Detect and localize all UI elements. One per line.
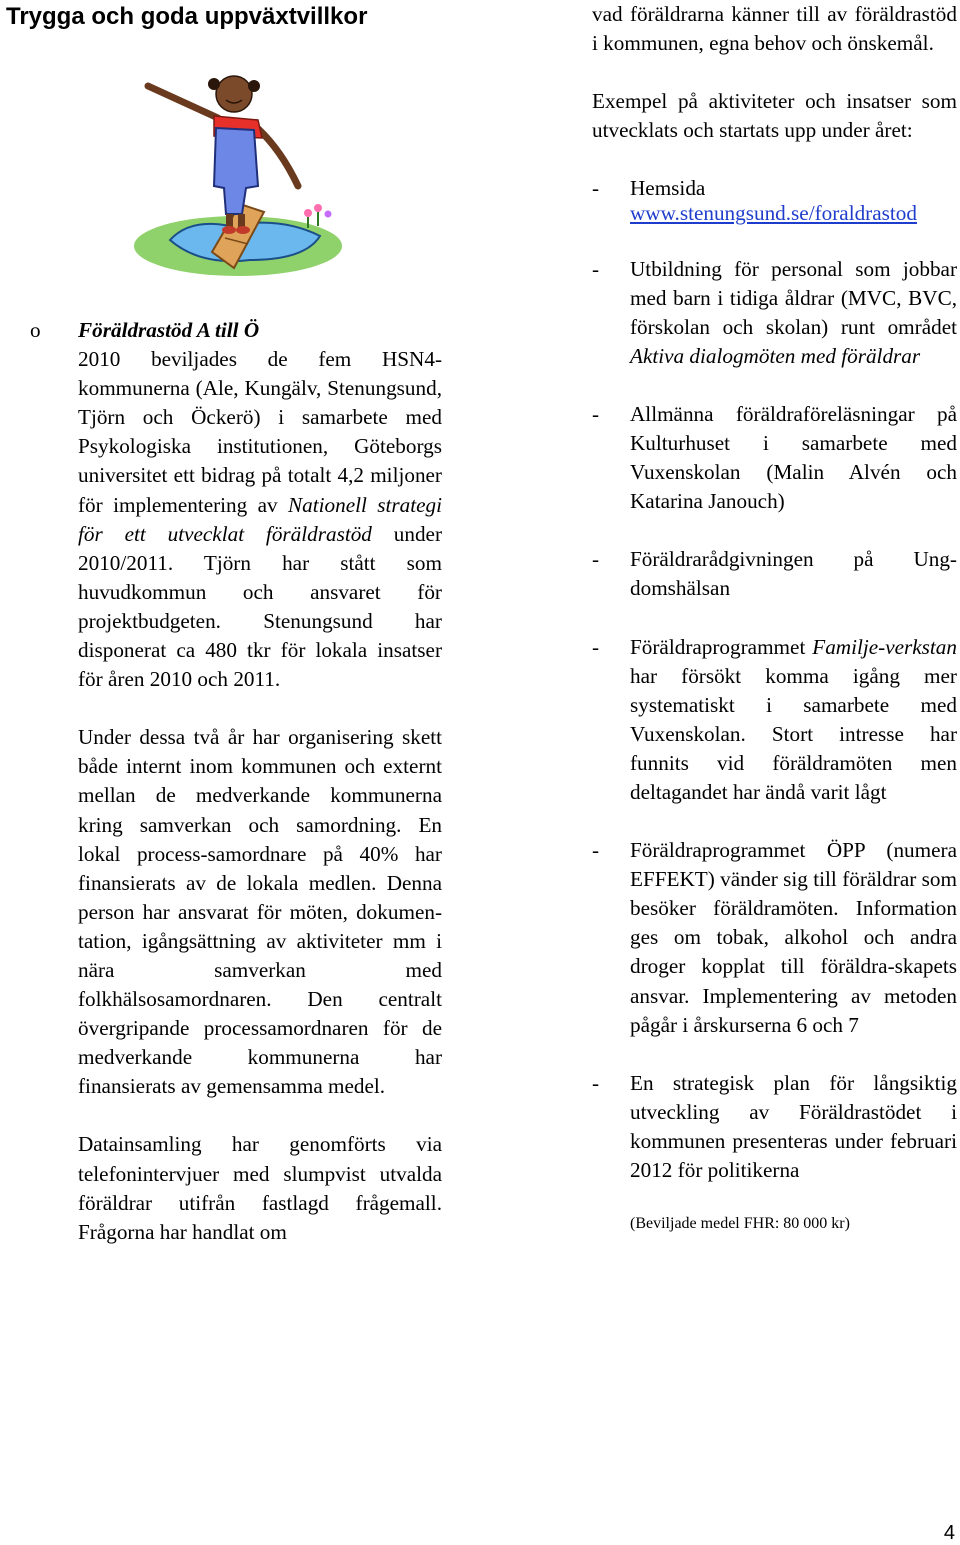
intro-text: vad föräldrarna känner till av föräldrastöd i kommunen, egna behov och önskemål.: [592, 2, 957, 56]
dash-marker: -: [592, 634, 600, 659]
paragraph-2: Under dessa två år har organisering skett både internt inom kommunen och externt mellan de medverkande kommunerna kring samverkan och samordning. En lokal process-samordnare på 40% har finansierats av de lokala medlen. Denna person har ansvarat för möten, dokumen-tation, igångsättning av aktiviteter mm i nära samverkan med folkhälsosamordnaren. Den centralt övergripande processamordnaren för de medverkande kommunerna har finansierats av gemensamma medel.: [78, 725, 442, 1099]
list-item: [592, 174, 957, 228]
list-item: - Föräldraprogrammet ÖPP (numera EFFEKT) vänder sig till föräldrar som besöker föräldramöten. Information ges om tobak, alkohol och andra droger kopplat till föräldra-skapets ansvar. Implementering av metoden pågår i årskurserna 6 och 7: [592, 838, 957, 1037]
left-column: [30, 316, 442, 1247]
bullet-item: [30, 316, 442, 694]
dash-marker: -: [592, 176, 600, 201]
dash-marker: -: [592, 401, 600, 426]
dash-marker: -: [592, 256, 600, 281]
section-title: Föräldrastöd A till Ö: [78, 318, 260, 342]
list-item: - Föräldrarådgivningen på Ung-domshälsan: [592, 547, 957, 601]
right-column: [592, 0, 957, 1234]
page-heading: Trygga och goda uppväxtvillkor: [6, 3, 368, 30]
list-item: - Utbildning för personal som jobbar med barn i tidiga åldrar (MVC, BVC, förskolan och skolan) runt området Aktiva dialogmöten med föräldrar: [592, 256, 957, 368]
paragraph-3: Datainsamling har genomförts via telefonintervjuer med slumpvist utvalda föräldrar utifrån fastlagd frågemall. Frågorna har handlat om: [78, 1132, 442, 1244]
paragraph-1: 2010 beviljades de fem HSN4-kommunerna (Ale, Kungälv, Stenungsund, Tjörn och Öckerö) i samarbete med Psykologiska institutionen, Göteborgs universitet ett bidrag på totalt 4,2 miljoner för implementering av Nationell strategi för ett utvecklat föräldrastöd under 2010/2011. Tjörn har stått som huvudkommun och ansvaret för projektbudgeten. Stenungsund har disponerat ca 480 tkr för lokala insatser för åren 2010 och 2011.: [78, 347, 443, 692]
list-item-text: Hemsida: [630, 176, 706, 201]
funding-note: (Beviljade medel FHR: 80 000 kr): [630, 1215, 850, 1233]
list-item: - En strategisk plan för långsiktig utveckling av Föräldrastödet i kommunen presenteras under februari 2012 för politikerna: [592, 1070, 957, 1182]
examples-text: Exempel på aktiviteter och insatser som utvecklats och startats upp under året:: [592, 89, 957, 143]
page-number: 4: [943, 1522, 955, 1544]
bullet-o-icon: o: [30, 318, 41, 342]
dash-marker: -: [592, 1070, 600, 1095]
dash-marker: -: [592, 838, 600, 863]
dash-marker: -: [592, 547, 600, 572]
girl-balancing-illustration: [130, 68, 352, 278]
list-item: - Föräldraprogrammet Familje-verkstan har försökt komma igång mer systematiskt i samarbete med Vuxenskolan. Stort intresse har funnits vid föräldramöten men deltagandet har ändå varit lågt: [592, 634, 957, 804]
list-item: - Allmänna föräldraföreläsningar på Kulturhuset i samarbete med Vuxenskolan (Malin Alvén och Katarina Janouch): [592, 401, 957, 514]
website-link[interactable]: www.stenungsund.se/foraldrastod: [630, 201, 917, 226]
